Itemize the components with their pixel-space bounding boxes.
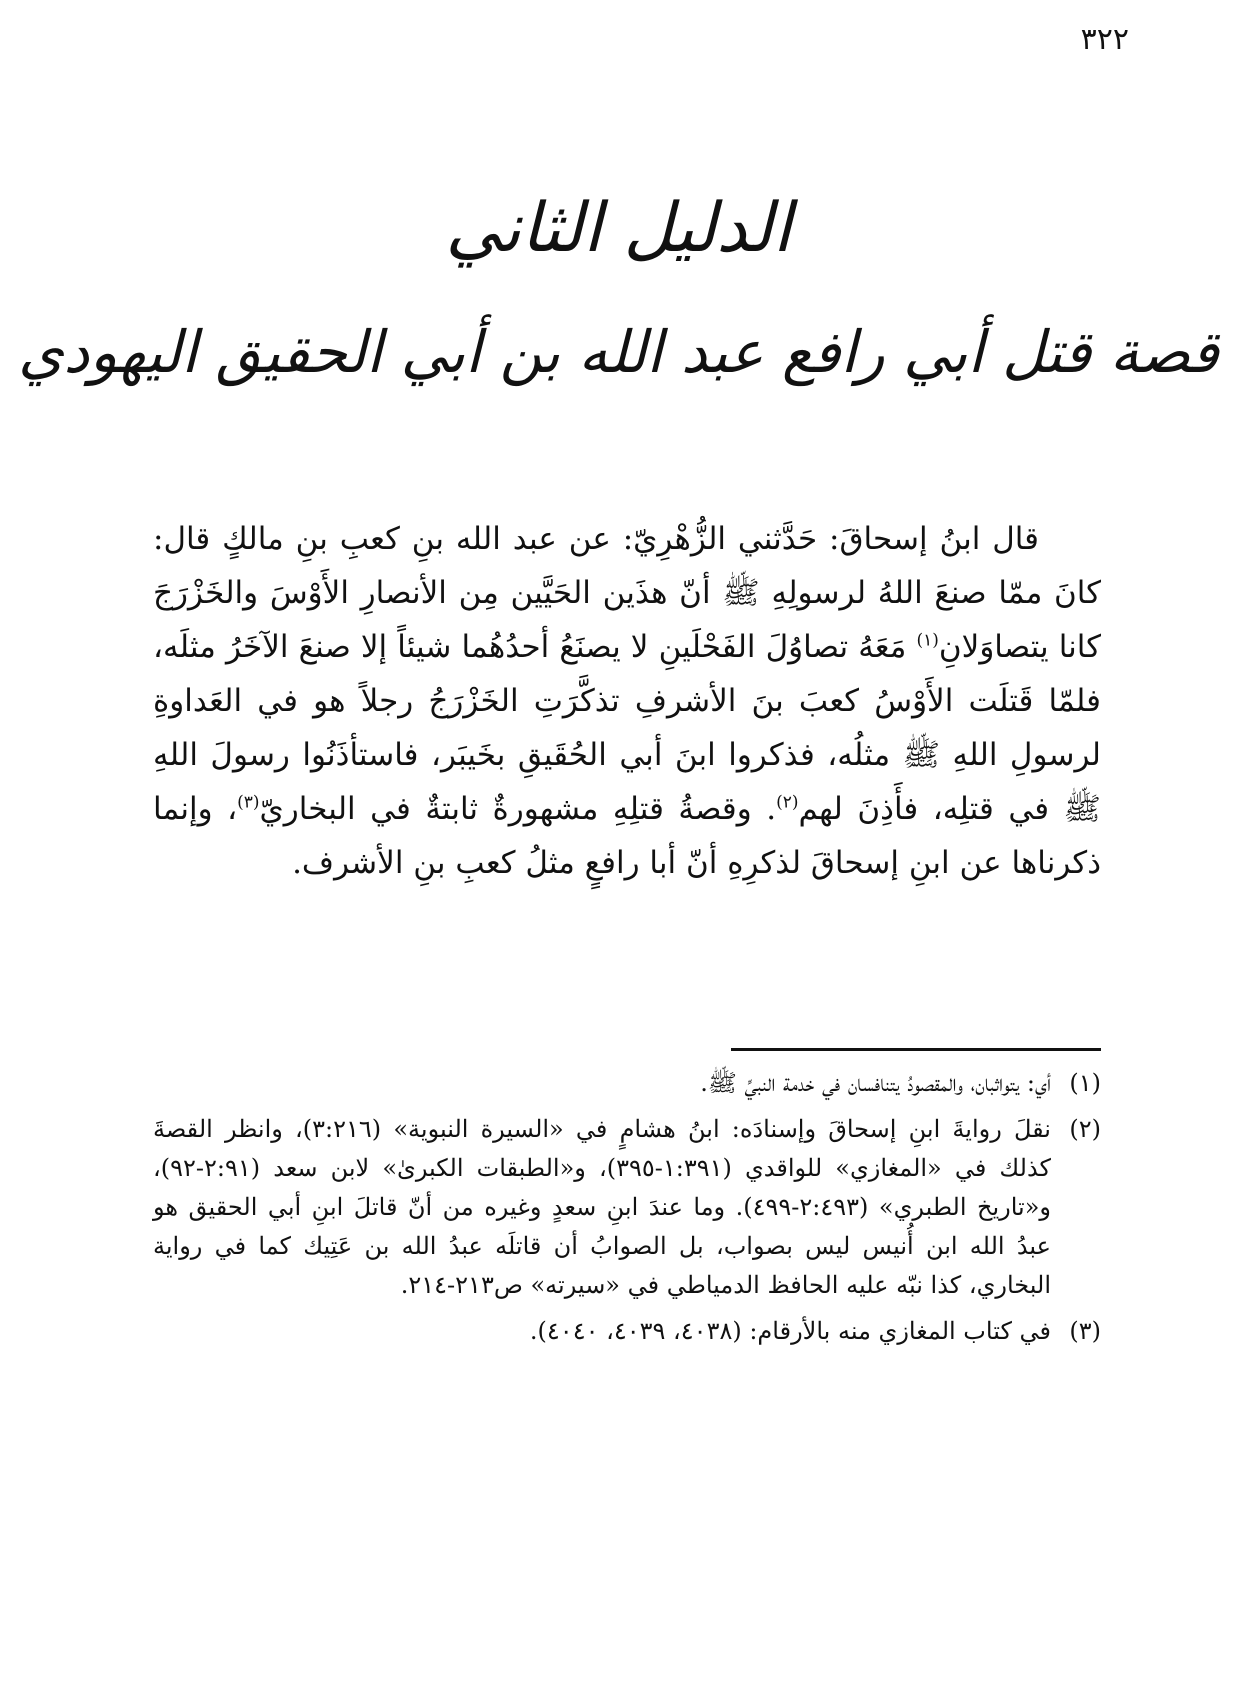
- body-text-part-2: مَعَهُ تصاوُلَ الفَحْلَينِ لا يصنَعُ أحدُهُما شيئاً إلا صنعَ الآخَرُ مثلَه، فلمّا قَتلَت الأَوْسُ كعبَ بنَ الأشرفِ تذكَّرَتِ الخَزْرَجُ رجلاً هو في العَداوةِ لرسولِ اللهِ ﷺ مثلُه، فذكروا ابنَ أبي الحُقَيقِ بخَيبَر، فاستأذَنُوا رسولَ اللهِ ﷺ في قتلِه، فأَذِنَ لهم: [153, 629, 1101, 827]
- main-text: [153, 512, 1101, 890]
- footnote-text: أي: يتواثبان، والمقصودُ يتنافسان في خدمة النبيِّ ﷺ.: [700, 1069, 1051, 1097]
- footnotes: [153, 1064, 1101, 1358]
- body-text-part-4: ، وإنما ذكرناها عن ابنِ إسحاقَ لذكرِهِ أنّ أبا رافعٍ مثلُ كعبِ بنِ الأشرف.: [153, 791, 1101, 881]
- body-paragraph: [153, 512, 1101, 890]
- body-text-part-3: . وقصةُ قتلِهِ مشهورةٌ ثابتةٌ في البخاريّ: [259, 791, 777, 827]
- footnote-ref-3[interactable]: (٣): [237, 792, 260, 813]
- body-text-part-1: قال ابنُ إسحاقَ: حَدَّثني الزُّهْرِيّ: عن عبد الله بنِ كعبِ بنِ مالكٍ قال: كانَ ممّا صنعَ اللهُ لرسولِهِ ﷺ أنّ هذَين الحَيَّين مِن الأنصارِ الأَوْسَ والخَزْرَجَ كانا يتصاوَلانِ: [153, 521, 1101, 665]
- footnote-number: (١): [1069, 1069, 1101, 1097]
- footnote-divider: [731, 1048, 1101, 1051]
- footnote-ref-2[interactable]: (٢): [776, 792, 799, 813]
- footnote-text: في كتاب المغازي منه بالأرقام: (٤٠٣٨، ٤٠٣٩، ٤٠٤٠).: [529, 1317, 1051, 1345]
- chapter-subtitle: قصة قتل أبي رافع عبد الله بن أبي الحقيق اليهودي: [18, 318, 1219, 386]
- page-number: ٣٢٢: [1080, 22, 1129, 57]
- footnote-1: [153, 1064, 1101, 1103]
- footnote-ref-1[interactable]: (١): [916, 630, 939, 651]
- footnote-number: (٢): [1069, 1115, 1101, 1143]
- footnote-text: نقلَ روايةَ ابنِ إسحاقَ وإسنادَه: ابنُ هشامٍ في «السيرة النبوية» (٣:٢١٦)، وانظر القصةَ كذلك في «المغازي» للواقدي (١:٣٩١-٣٩٥)، و«الطبقات الكبرىٰ» لابن سعد (٢:٩١-٩٢)، و«تاريخ الطبري» (٢:٤٩٣-٤٩٩). وما عندَ ابنِ سعدٍ وغيره من أنّ قاتلَ ابنِ أبي الحقيق هو عبدُ الله ابن أُنيس ليس بصواب، بل الصوابُ أن قاتلَه عبدُ الله بن عَتِيك كما في رواية البخاري، كذا نبّه عليه الحافظ الدمياطي في «سيرته» ص٢١٣-٢١٤.: [153, 1115, 1051, 1299]
- footnote-number: (٣): [1069, 1317, 1101, 1345]
- footnote-3: [153, 1312, 1101, 1351]
- footnote-2: [153, 1110, 1101, 1305]
- chapter-title: الدليل الثاني: [445, 189, 792, 268]
